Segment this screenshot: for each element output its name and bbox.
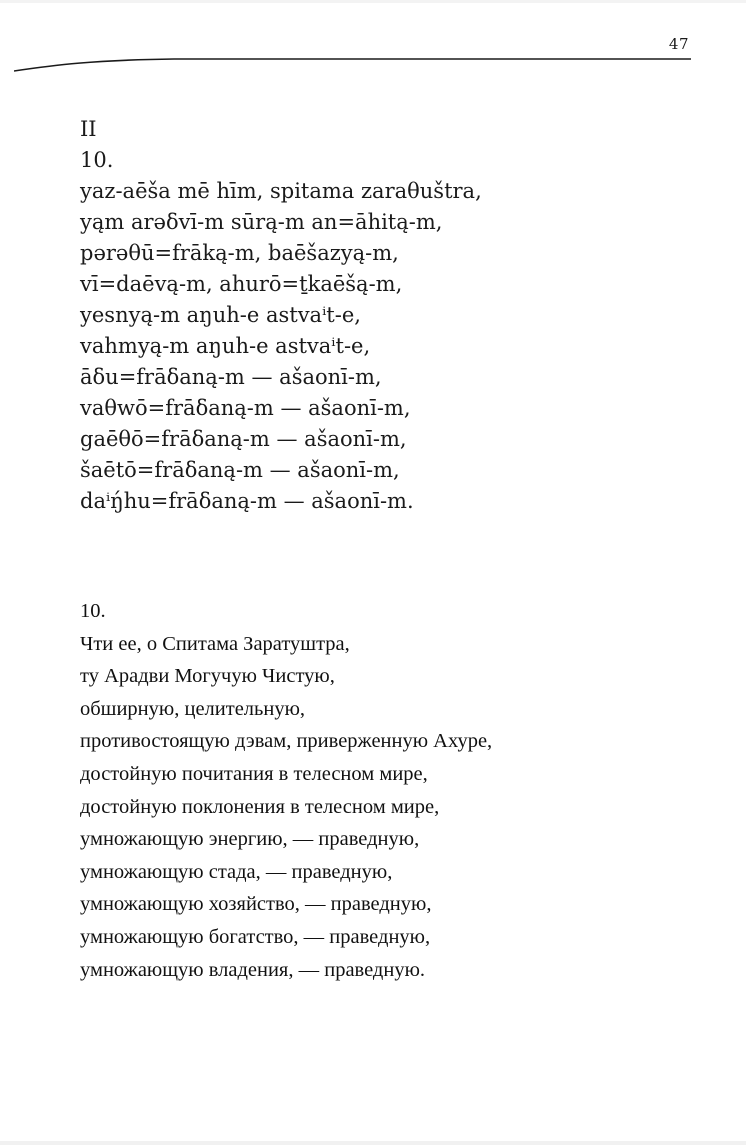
avestan-line: vaθwō=frāδaną-m — ašaonī-m, <box>80 396 411 420</box>
russian-line: умножающую стада, — праведную, <box>80 860 393 883</box>
avestan-line: yąm arəδvī-m sūrą-m an=āhitą-m, <box>80 210 443 234</box>
russian-line: умножающую владения, — праведную. <box>80 958 426 981</box>
russian-line: достойную почитания в телесном мире, <box>80 762 428 785</box>
russian-line: умножающую богатство, — праведную, <box>80 925 431 948</box>
page-number: 47 <box>668 35 689 53</box>
avestan-line: yaz-aēša mē hīm, spitama zaraθuštra, <box>80 179 482 203</box>
avestan-section <box>80 114 700 517</box>
avestan-line: vī=daēvą-m, ahurō=ṯkaēšą-m, <box>80 272 403 296</box>
header-rule <box>14 55 691 73</box>
russian-line: обширную, целительную, <box>80 697 306 720</box>
avestan-line: āδu=frāδaną-m — ašaonī-m, <box>80 365 382 389</box>
russian-section <box>80 595 710 986</box>
russian-line: достойную поклонения в телесном мире, <box>80 795 440 818</box>
russian-line: умножающую хозяйство, — праведную, <box>80 893 432 916</box>
avestan-line: yesnyą-m aŋuh-e astvaⁱt-e, <box>80 303 361 327</box>
russian-line: ту Арадви Могучую Чистую, <box>80 665 335 688</box>
top-edge <box>0 0 746 3</box>
russian-line: Чти ее, о Спитама Заратуштра, <box>80 632 350 655</box>
russian-line: умножающую энергию, — праведную, <box>80 828 420 851</box>
avestan-line: daⁱŋ́hu=frāδaną-m — ašaonī-m. <box>80 489 414 513</box>
avestan-line: gaēθō=frāδaną-m — ašaonī-m, <box>80 427 407 451</box>
avestan-line: pərəθū=frāką-m, baēšazyą-m, <box>80 241 399 265</box>
header-rule-swash <box>14 59 691 71</box>
chapter-number: II <box>80 117 97 141</box>
avestan-line: šaētō=frāδaną-m — ašaonī-m, <box>80 458 400 482</box>
avestan-line: vahmyą-m aŋuh-e astvaⁱt-e, <box>80 334 371 358</box>
bottom-edge <box>0 1141 746 1145</box>
russian-verse-number: 10. <box>80 600 106 622</box>
russian-line: противостоящую дэвам, приверженную Ахуре, <box>80 730 493 753</box>
avestan-verse-number: 10. <box>80 148 114 172</box>
